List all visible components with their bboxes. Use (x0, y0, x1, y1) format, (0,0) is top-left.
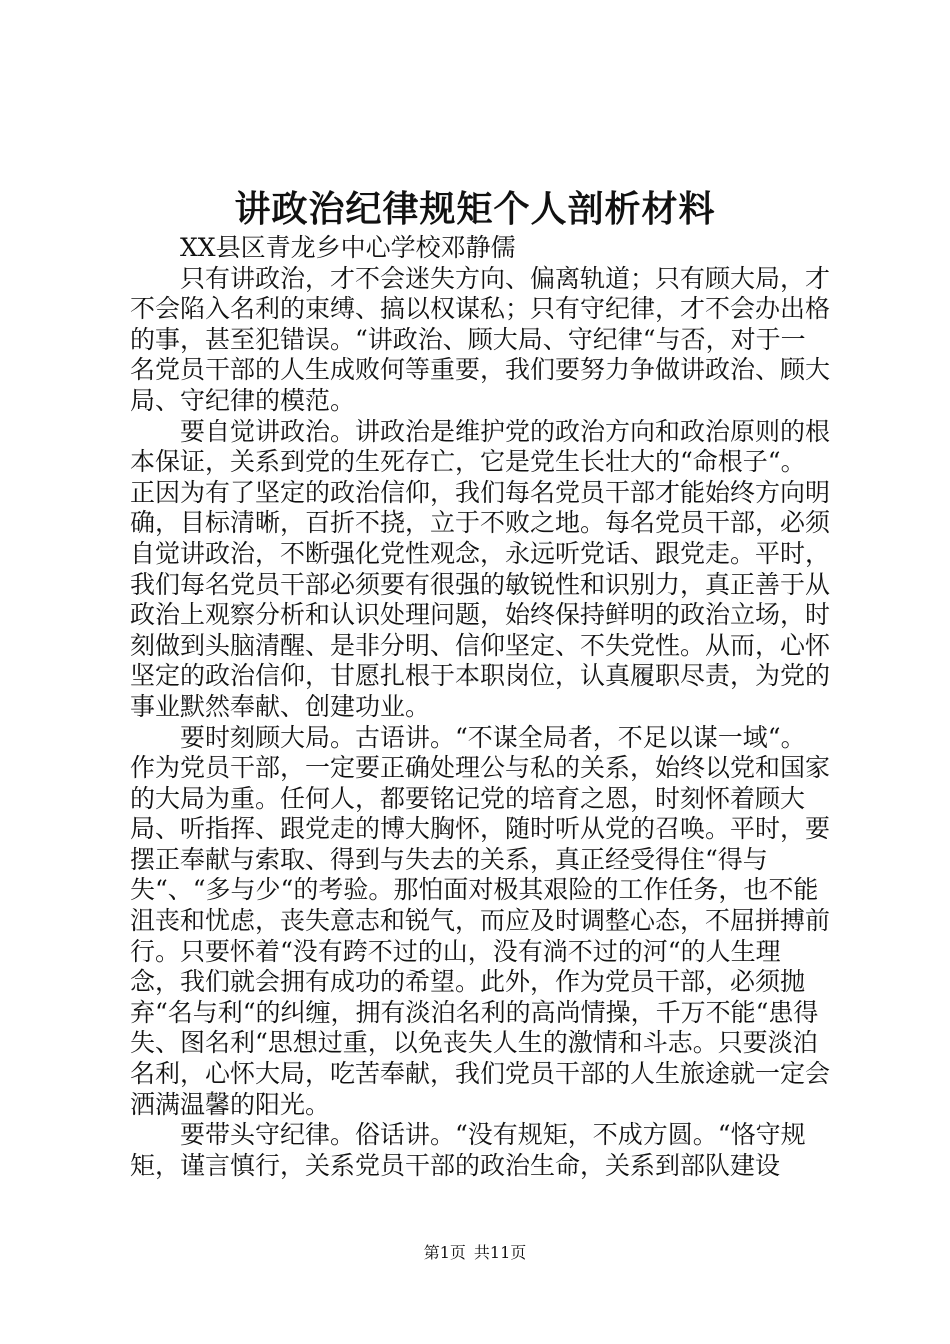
paragraph-3: 要时刻顾大局。古语讲。“不谋全局者，不足以谋一域“。作为党员干部，一定要正确处理公与私的关系，始终以党和国家的大局为重。任何人，都要铭记党的培育之恩，时刻怀着顾大局、听指挥、跟党走的博大胸怀，随时听从党的召唤。平时，要摆正奉献与索取、得到与失去的关系，真正经受得住“得与失“、“多与少“的考验。那怕面对极其艰险的工作任务，也不能沮丧和忧虑，丧失意志和锐气，而应及时调整心态，不屈拼搏前行。只要怀着“没有跨不过的山，没有淌不过的河“的人生理念，我们就会拥有成功的希望。此外，作为党员干部，必须抛弃“名与利“的纠缠，拥有淡泊名利的高尚情操，千万不能“患得失、图名利“思想过重，以免丧失人生的激情和斗志。只要淡泊名利，心怀大局，吃苦奉献，我们党员干部的人生旅途就一定会洒满温馨的阳光。 (130, 722, 831, 1119)
document-body (130, 233, 830, 1181)
page-number: 第1页 (423, 1243, 466, 1262)
paragraph-4: 要带头守纪律。俗话讲。“没有规矩，不成方圆。“恪守规矩，谨言慎行，关系党员干部的政治生命，关系到部队建设 (130, 1120, 806, 1180)
page-footer (0, 1241, 950, 1265)
paragraph-1: 只有讲政治，才不会迷失方向、偏离轨道；只有顾大局，才不会陷入名利的束缚、搞以权谋私；只有守纪律，才不会办出格的事，甚至犯错误。“讲政治、顾大局、守纪律“与否，对于一名党员干部的人生成败何等重要，我们要努力争做讲政治、顾大局、守纪律的模范。 (130, 263, 831, 415)
author-line: XX县区青龙乡中心学校邓静儒 (180, 233, 516, 262)
page-total: 共11页 (473, 1243, 527, 1262)
paragraph-2: 要自觉讲政治。讲政治是维护党的政治方向和政治原则的根本保证，关系到党的生死存亡，它是党生长壮大的“命根子“。正因为有了坚定的政治信仰，我们每名党员干部才能始终方向明确，目标清晰，百折不挠，立于不败之地。每名党员干部，必须自觉讲政治，不断强化党性观念，永远听党话、跟党走。平时，我们每名党员干部必须要有很强的敏锐性和识别力，真正善于从政治上观察分析和认识处理问题，始终保持鲜明的政治立场，时刻做到头脑清醒、是非分明、信仰坚定、不失党性。从而，心怀坚定的政治信仰，甘愿扎根于本职岗位，认真履职尽责，为党的事业默然奉献、创建功业。 (130, 416, 831, 721)
document-title: 讲政治纪律规矩个人剖析材料 (234, 188, 716, 230)
